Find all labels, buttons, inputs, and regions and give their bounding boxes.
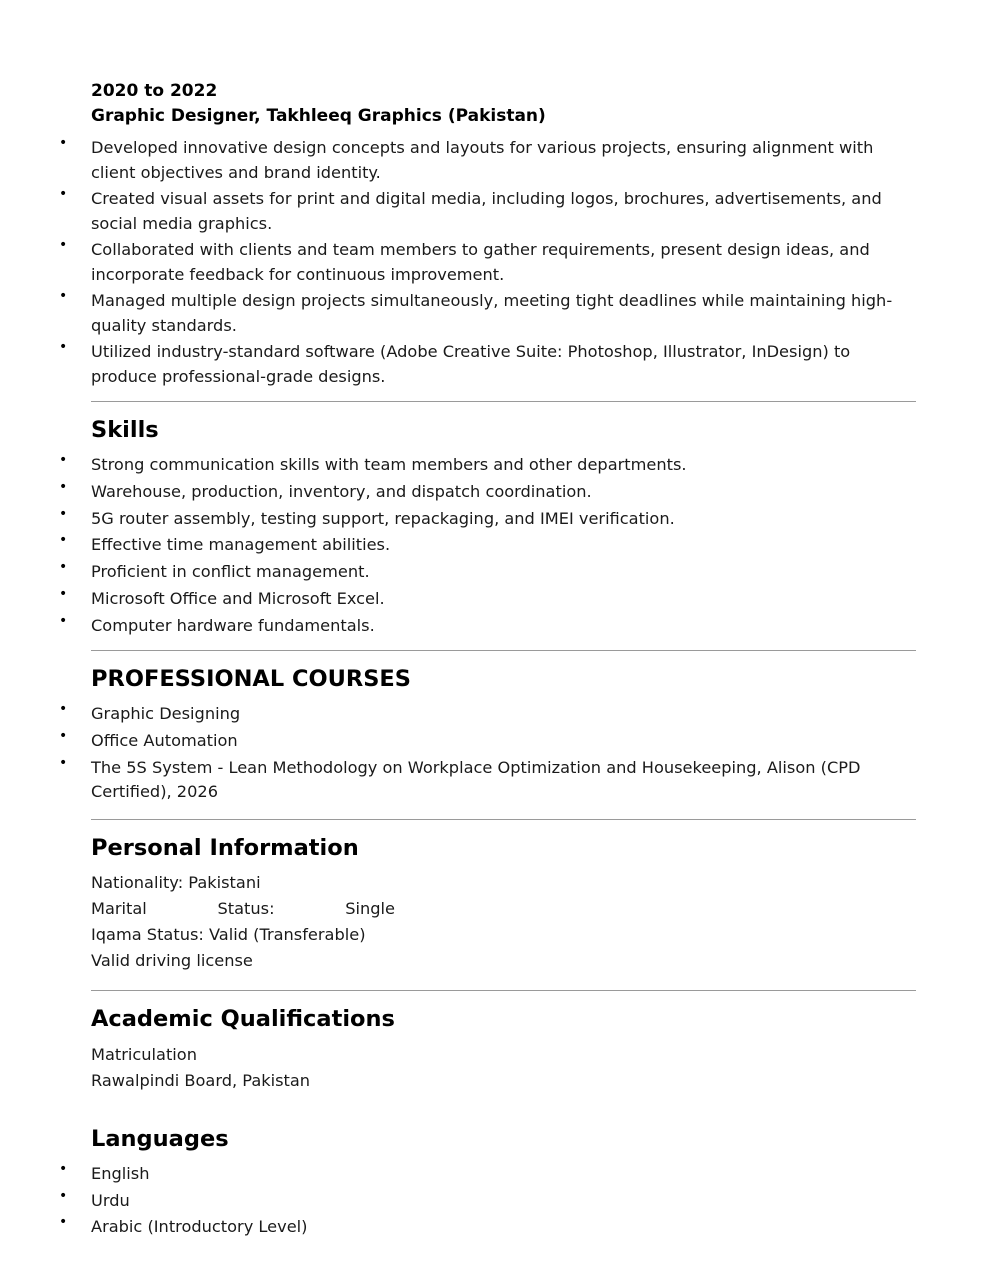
list-item: • Microsoft Office and Microsoft Excel. <box>91 587 916 612</box>
list-item: • Arabic (Introductory Level) <box>91 1215 916 1240</box>
nationality-text: Nationality: Pakistani <box>91 872 261 892</box>
bullet-icon: • <box>59 532 68 549</box>
marital-status-row <box>91 896 395 922</box>
section-divider <box>91 650 916 651</box>
languages-section <box>59 1124 916 1240</box>
list-item: • Warehouse, production, inventory, and dispatch coordination. <box>91 480 916 505</box>
list-item: • The 5S System - Lean Methodology on Workplace Optimization and Housekeeping, Alison (CPD Certified), 2026 <box>91 756 916 805</box>
courses-heading: PROFESSIONAL COURSES <box>91 666 412 693</box>
list-item: • Created visual assets for print and digital media, including logos, brochures, advertisements, and social media graphics. <box>91 187 916 236</box>
bullet-icon: • <box>59 559 68 576</box>
section-divider <box>91 990 916 991</box>
list-item: • Graphic Designing <box>91 702 916 727</box>
bullet-icon: • <box>59 452 68 468</box>
list-item: • Computer hardware fundamentals. <box>91 614 916 639</box>
bullet-icon: • <box>59 288 68 304</box>
experience-section <box>59 79 916 389</box>
courses-list <box>59 701 916 805</box>
bullet-icon: • <box>59 478 68 495</box>
skills-section <box>59 415 916 638</box>
bullet-icon: • <box>59 339 68 355</box>
degree-text: Matriculation <box>91 1044 197 1064</box>
list-item: • Strong communication skills with team members and other departments. <box>91 453 916 478</box>
job-title: Graphic Designer, Takhleeq Graphics (Pakistan) <box>91 106 546 126</box>
skills-heading: Skills <box>91 417 159 443</box>
list-item: • Managed multiple design projects simultaneously, meeting tight deadlines while maintaining high-quality standards. <box>91 289 916 338</box>
bullet-icon: • <box>59 728 68 745</box>
skills-list <box>59 452 916 638</box>
bullet-icon: • <box>59 135 68 151</box>
marital-value: Single <box>345 898 395 918</box>
section-divider <box>91 401 916 402</box>
academic-heading: Academic Qualifications <box>91 1005 395 1032</box>
section-divider <box>91 819 916 820</box>
languages-list <box>59 1160 916 1240</box>
job-date: 2020 to 2022 <box>91 81 218 101</box>
bullet-icon: • <box>59 1214 68 1231</box>
driving-license-text: Valid driving license <box>91 950 253 970</box>
bullet-icon: • <box>59 237 68 253</box>
personal-section <box>91 833 916 974</box>
list-item: • Proficient in conflict management. <box>91 560 916 585</box>
status-label: Status: <box>217 898 275 918</box>
list-item: • 5G router assembly, testing support, repackaging, and IMEI verification. <box>91 507 916 532</box>
experience-bullet-list <box>59 135 916 389</box>
iqama-status-text: Iqama Status: Valid (Transferable) <box>91 924 366 944</box>
board-text: Rawalpindi Board, Pakistan <box>91 1070 311 1090</box>
bullet-icon: • <box>59 701 68 718</box>
bullet-icon: • <box>59 186 68 202</box>
list-item: • Urdu <box>91 1189 916 1214</box>
bullet-icon: • <box>59 1187 68 1204</box>
bullet-icon: • <box>59 585 68 602</box>
list-item: • Effective time management abilities. <box>91 533 916 558</box>
bullet-icon: • <box>59 1160 68 1177</box>
list-item: • Office Automation <box>91 729 916 754</box>
resume-page <box>59 79 916 1242</box>
academic-section <box>91 1004 916 1094</box>
list-item: • Utilized industry-standard software (Adobe Creative Suite: Photoshop, Illustrator, InDesign) to produce professional-grade designs. <box>91 340 916 389</box>
personal-heading: Personal Information <box>91 834 359 861</box>
bullet-icon: • <box>59 754 68 771</box>
list-item: • English <box>91 1162 916 1187</box>
courses-section <box>59 664 916 805</box>
list-item: • Collaborated with clients and team members to gather requirements, present design ideas, and incorporate feedback for continuous improvement. <box>91 238 916 287</box>
marital-label: Marital <box>91 898 147 918</box>
languages-heading: Languages <box>91 1125 229 1152</box>
list-item: • Developed innovative design concepts and layouts for various projects, ensuring alignment with client objectives and brand identity. <box>91 136 916 185</box>
bullet-icon: • <box>59 612 68 629</box>
bullet-icon: • <box>59 505 68 522</box>
